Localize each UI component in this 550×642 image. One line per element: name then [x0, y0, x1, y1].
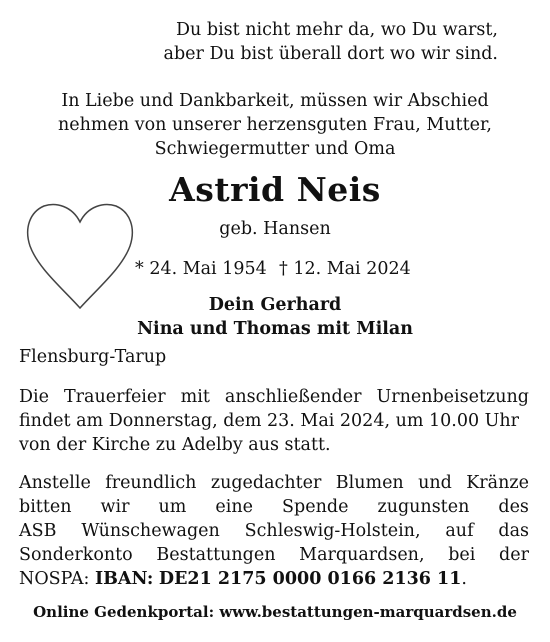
donation-word: wir [100, 497, 130, 517]
mourner-2: Nina und Thomas mit Milan [137, 319, 413, 339]
iban-label: IBAN: [94, 569, 154, 589]
donation-word: zugunsten [377, 497, 470, 517]
donation-word: ASB [19, 521, 57, 541]
ceremony-line-3: von der Kirche zu Adelby aus statt. [19, 435, 331, 455]
donation-word: Wünschewagen [81, 521, 220, 541]
donation-line-5 [19, 568, 467, 590]
intro-line-2: nehmen von unserer herzensguten Frau, Mutter, [58, 115, 492, 135]
ceremony-word: anschließender [224, 387, 362, 407]
ceremony-word: Trauerfeier [64, 387, 166, 407]
ceremony-word: Urnenbeisetzung [376, 387, 529, 407]
donation-line-2 [19, 496, 529, 518]
donation-word: Blumen [335, 473, 404, 493]
birth-date: * 24. Mai 1954 [135, 259, 267, 279]
bank-name: NOSPA: [19, 569, 90, 589]
intro-line-1: In Liebe und Dankbarkeit, müssen wir Abschied [61, 91, 489, 111]
donation-word: eine [215, 497, 254, 517]
ceremony-line-1 [19, 386, 529, 408]
donation-word: Spende [282, 497, 349, 517]
donation-word: der [499, 545, 529, 565]
footer-portal: Online Gedenkportal: www.bestattungen-marquardsen.de [33, 603, 517, 621]
donation-line-1 [19, 472, 529, 494]
donation-word: Marquardsen, [299, 545, 425, 565]
donation-word: zugedachter [210, 473, 322, 493]
ceremony-word: Die [19, 387, 49, 407]
donation-word: des [498, 497, 529, 517]
ceremony-word: mit [180, 387, 210, 407]
donation-word: Sonderkonto [19, 545, 133, 565]
donation-word: Anstelle [19, 473, 91, 493]
intro-line-3: Schwiegermutter und Oma [154, 139, 396, 159]
birth-name: geb. Hansen [219, 219, 331, 239]
death-date: † 12. Mai 2024 [279, 259, 411, 279]
donation-word: freundlich [105, 473, 197, 493]
ceremony-line-2: findet am Donnerstag, dem 23. Mai 2024, um 10.00 Uhr [19, 411, 520, 431]
iban-period: . [461, 569, 467, 589]
donation-word: Schleswig-Holstein, [244, 521, 421, 541]
donation-word: bei [448, 545, 476, 565]
donation-line-3 [19, 520, 529, 542]
donation-line-4 [19, 544, 529, 566]
donation-word: das [498, 521, 529, 541]
deceased-name: Astrid Neis [169, 170, 381, 209]
donation-word: um [158, 497, 187, 517]
place: Flensburg-Tarup [19, 347, 167, 367]
iban-number: DE21 2175 0000 0166 2136 11 [158, 569, 462, 589]
donation-word: und [418, 473, 452, 493]
donation-word: bitten [19, 497, 72, 517]
donation-word: Bestattungen [156, 545, 276, 565]
motto-line-2: aber Du bist überall dort wo wir sind. [163, 44, 498, 64]
donation-word: Kränze [466, 473, 529, 493]
donation-word: auf [445, 521, 474, 541]
motto-line-1: Du bist nicht mehr da, wo Du warst, [176, 20, 498, 40]
mourner-1: Dein Gerhard [208, 295, 342, 315]
